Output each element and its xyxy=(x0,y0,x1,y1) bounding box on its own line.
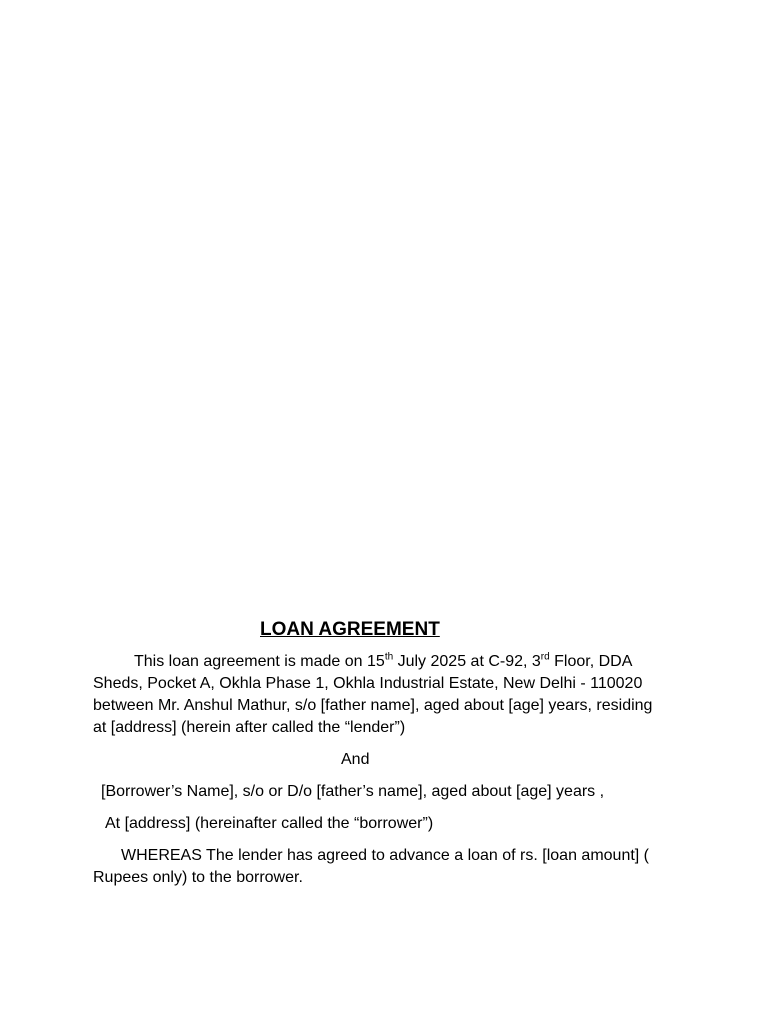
and-separator: And xyxy=(341,751,370,768)
intro-text-part1: This loan agreement is made on 15 xyxy=(134,653,385,670)
borrower-address-line: At [address] (hereinafter called the “borrower”) xyxy=(105,815,434,832)
intro-superscript-th: th xyxy=(384,651,394,663)
intro-superscript-rd: rd xyxy=(540,651,550,663)
intro-text-part3: Floor, DDA Sheds, Pocket A, Okhla Phase 1, Okhla Industrial Estate, New Delhi - 110020 between Mr. Anshul Mathur, s/o [father name], aged about [age] years, residing at [address] (herein after called the “lender”) xyxy=(93,653,653,736)
intro-paragraph xyxy=(93,651,663,739)
document-title: LOAN AGREEMENT xyxy=(260,619,440,640)
document-body xyxy=(93,617,663,889)
borrower-line: [Borrower’s Name], s/o or D/o [father’s name], aged about [age] years , xyxy=(101,783,605,800)
intro-text-part2: July 2025 at C-92, 3 xyxy=(393,653,541,670)
whereas-paragraph: WHEREAS The lender has agreed to advance a loan of rs. [loan amount] ( Rupees only) to the borrower. xyxy=(93,847,649,886)
